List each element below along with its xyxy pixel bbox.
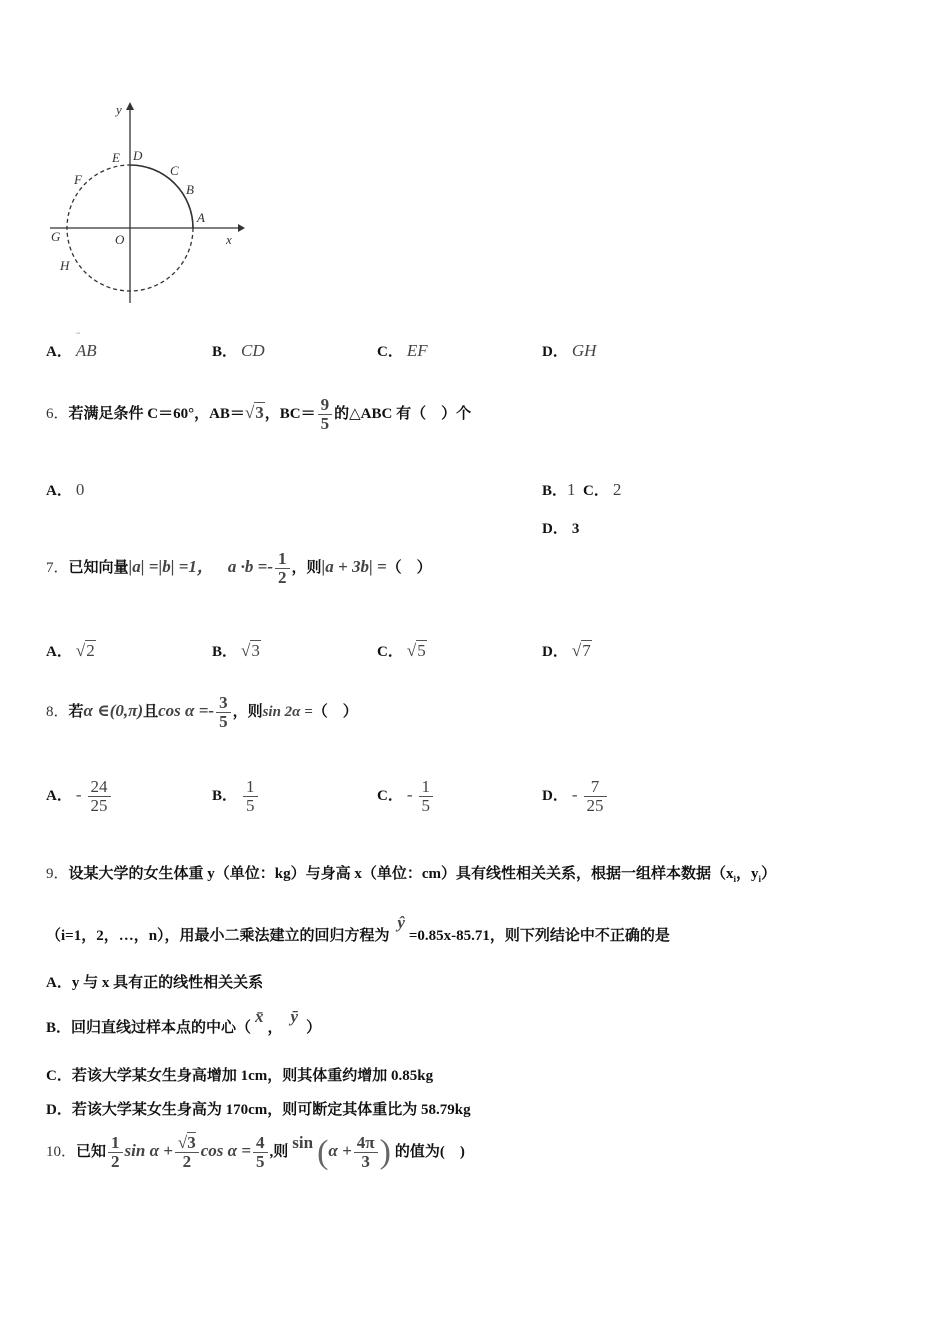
subscript-i: i (733, 874, 737, 884)
option-value: 0 (75, 480, 85, 499)
option-value: AB (75, 341, 97, 360)
q6-option-d[interactable] (542, 517, 579, 538)
q5-option-d[interactable] (542, 340, 596, 361)
question-number: 9． (46, 866, 69, 882)
axis-y-label: y (116, 102, 122, 117)
sqrt-3: √3 (244, 402, 264, 422)
option-label: B． (212, 788, 238, 805)
question-6 (46, 396, 471, 433)
q8-text-post: （ ） (312, 703, 358, 720)
q10-text-post: 的值为( ) (394, 1143, 465, 1160)
q8-text-then: ，则 (232, 703, 263, 720)
q7-expression: |a + 3b| = (321, 556, 387, 576)
option-label: D． (542, 344, 568, 360)
option-value: √3 (241, 641, 260, 660)
point-C-label: C (170, 163, 179, 178)
q9-option-d[interactable] (46, 1098, 471, 1119)
option-label: D． (542, 788, 568, 805)
q7-text-post: （ ） (386, 559, 432, 576)
x-bar-symbol: x̄ (255, 1007, 264, 1026)
q7-text-pre: 已知向量 (68, 559, 129, 576)
q9-option-c[interactable] (46, 1064, 433, 1085)
option-label: A． (46, 344, 72, 360)
question-8 (46, 694, 358, 731)
q5-option-a[interactable] (46, 340, 97, 361)
q9-text-1: 设某大学的女生体重 y（单位：kg）与身高 x（单位：cm）具有线性相关关系，根据一组样本数据（x (68, 866, 734, 882)
option-fraction: $\frac{1}{5}$ (419, 778, 434, 815)
option-fraction: $\frac{7}{25}$ (584, 778, 607, 815)
q8-cos: cos α =- (158, 700, 215, 720)
axis-x-label: x (226, 232, 232, 247)
option-label: D． (542, 521, 568, 537)
q10-sin-alpha: sin α + (124, 1140, 173, 1160)
q6-text-mid: ，BC＝ (264, 405, 316, 422)
fraction-4pi-3: $\frac{4\pi}{3}$ (354, 1134, 378, 1171)
option-value: √5 (406, 641, 426, 660)
option-text: D．若该大学某女生身高为 170cm，则可断定其体重比为 58.79kg (46, 1102, 471, 1118)
q7-option-b[interactable] (212, 640, 261, 661)
q8-sin: sin 2α = (262, 703, 313, 720)
q10-text-pre: 已知 (76, 1143, 107, 1160)
q6-text-post: 的△ABC 有（ ）个 (334, 405, 472, 422)
point-E-label: E (112, 150, 120, 165)
q10-sin: sin (292, 1132, 314, 1152)
option-label: D． (542, 644, 568, 660)
q8-text-pre: 若 (68, 703, 84, 720)
option-text-post: ） (306, 1020, 322, 1036)
option-value: √2 (75, 641, 95, 660)
paren-right: ) (379, 1133, 391, 1171)
q7-option-d[interactable] (542, 640, 592, 661)
option-label: C． (377, 344, 403, 360)
option-sign: - (75, 785, 82, 805)
option-value: EF (406, 341, 428, 360)
fraction-4-5: $\frac{4}{5}$ (253, 1134, 268, 1171)
fraction-9-5: $\frac{9}{5}$ (318, 396, 333, 433)
fraction-1-2: $\frac{1}{2}$ (108, 1134, 123, 1171)
option-sign: - (571, 785, 578, 805)
option-label: A． (46, 483, 72, 499)
option-label: B． (212, 344, 238, 360)
point-A-label: A (197, 210, 205, 225)
q9-text-2a: （i=1，2，…，n），用最小二乘法建立的回归方程为 (46, 928, 390, 944)
question-number: 7． (46, 559, 69, 576)
q6-text-pre: 若满足条件 C＝60°，AB＝ (68, 405, 245, 422)
option-value: 2 (612, 480, 622, 499)
point-B-label: B (186, 182, 194, 197)
point-D-label: D (133, 148, 143, 163)
question-number: 10． (46, 1143, 77, 1160)
q6-option-a[interactable] (46, 479, 84, 500)
option-fraction: $\frac{1}{5}$ (243, 778, 258, 815)
point-H-label: H (60, 258, 70, 273)
q9-text-1b: ，y (736, 866, 759, 882)
question-9-line-2 (46, 913, 670, 945)
q5-option-b[interactable] (212, 340, 265, 361)
q9-text-1c: ） (761, 866, 777, 882)
option-label: C． (377, 788, 403, 805)
option-label: A． (46, 788, 72, 805)
q7-option-c[interactable] (377, 640, 427, 661)
q10-inner: α + (328, 1140, 352, 1160)
q8-condition: α ∈(0,π) (83, 700, 144, 720)
q8-option-c[interactable] (377, 778, 435, 815)
q7-option-a[interactable] (46, 640, 96, 661)
option-label: B． (212, 644, 238, 660)
q5-option-c[interactable] (377, 340, 428, 361)
q7-norm-eq: |a| =|b| =1， (128, 556, 214, 576)
option-text-comma: ， (267, 1020, 283, 1036)
origin-label: O (115, 232, 125, 247)
point-F-label: F (74, 172, 82, 187)
q8-option-a[interactable] (46, 778, 113, 815)
fraction-sqrt3-2: $\frac{√3}{2}$ (175, 1134, 199, 1171)
option-value: 1 (567, 480, 576, 499)
question-number: 6． (46, 405, 69, 422)
subscript-i: i (758, 874, 762, 884)
q6-option-b[interactable] (542, 479, 576, 500)
q10-text-then: ,则 (269, 1143, 289, 1160)
q8-text-and: 且 (143, 703, 159, 720)
fraction-3-5: $\frac{3}{5}$ (216, 694, 231, 731)
q8-option-b[interactable] (212, 778, 260, 815)
q8-option-d[interactable] (542, 778, 609, 815)
option-text: C．若该大学某女生身高增加 1cm，则其体重约增加 0.85kg (46, 1068, 434, 1084)
paren-left: ( (317, 1133, 329, 1171)
option-value: CD (241, 341, 265, 360)
q7-dot-product: a ·b =- (227, 556, 273, 576)
option-value: √7 (571, 641, 591, 660)
question-7 (46, 550, 432, 587)
option-text: B．回归直线过样本点的中心（ (46, 1020, 252, 1036)
option-fraction: $\frac{24}{25}$ (88, 778, 111, 815)
option-label: C． (377, 644, 403, 660)
unit-circle-figure (40, 98, 250, 308)
option-text: A．y 与 x 具有正的线性相关关系 (46, 975, 264, 991)
point-G-label: G (51, 229, 61, 244)
option-label: C． (583, 483, 609, 499)
option-value: GH (571, 341, 597, 360)
q9-option-b[interactable] (46, 1007, 322, 1037)
option-sign: - (406, 785, 413, 805)
question-9-line-1 (46, 862, 776, 884)
q9-text-2b: =0.85x-85.71，则下列结论中不正确的是 (408, 928, 670, 944)
q7-text-then: ，则 (291, 559, 322, 576)
q10-cos-alpha: cos α = (200, 1140, 252, 1160)
question-10 (46, 1134, 465, 1171)
q9-option-a[interactable] (46, 971, 263, 992)
fraction-1-2: $\frac{1}{2}$ (275, 550, 290, 587)
y-bar-symbol: ȳ (290, 1007, 299, 1026)
option-value: 3 (571, 521, 580, 537)
q6-option-c[interactable] (583, 479, 621, 500)
question-number: 8． (46, 703, 69, 720)
option-label: A． (46, 644, 72, 660)
y-hat-symbol: ŷ (397, 913, 405, 932)
option-label: B． (542, 483, 568, 499)
